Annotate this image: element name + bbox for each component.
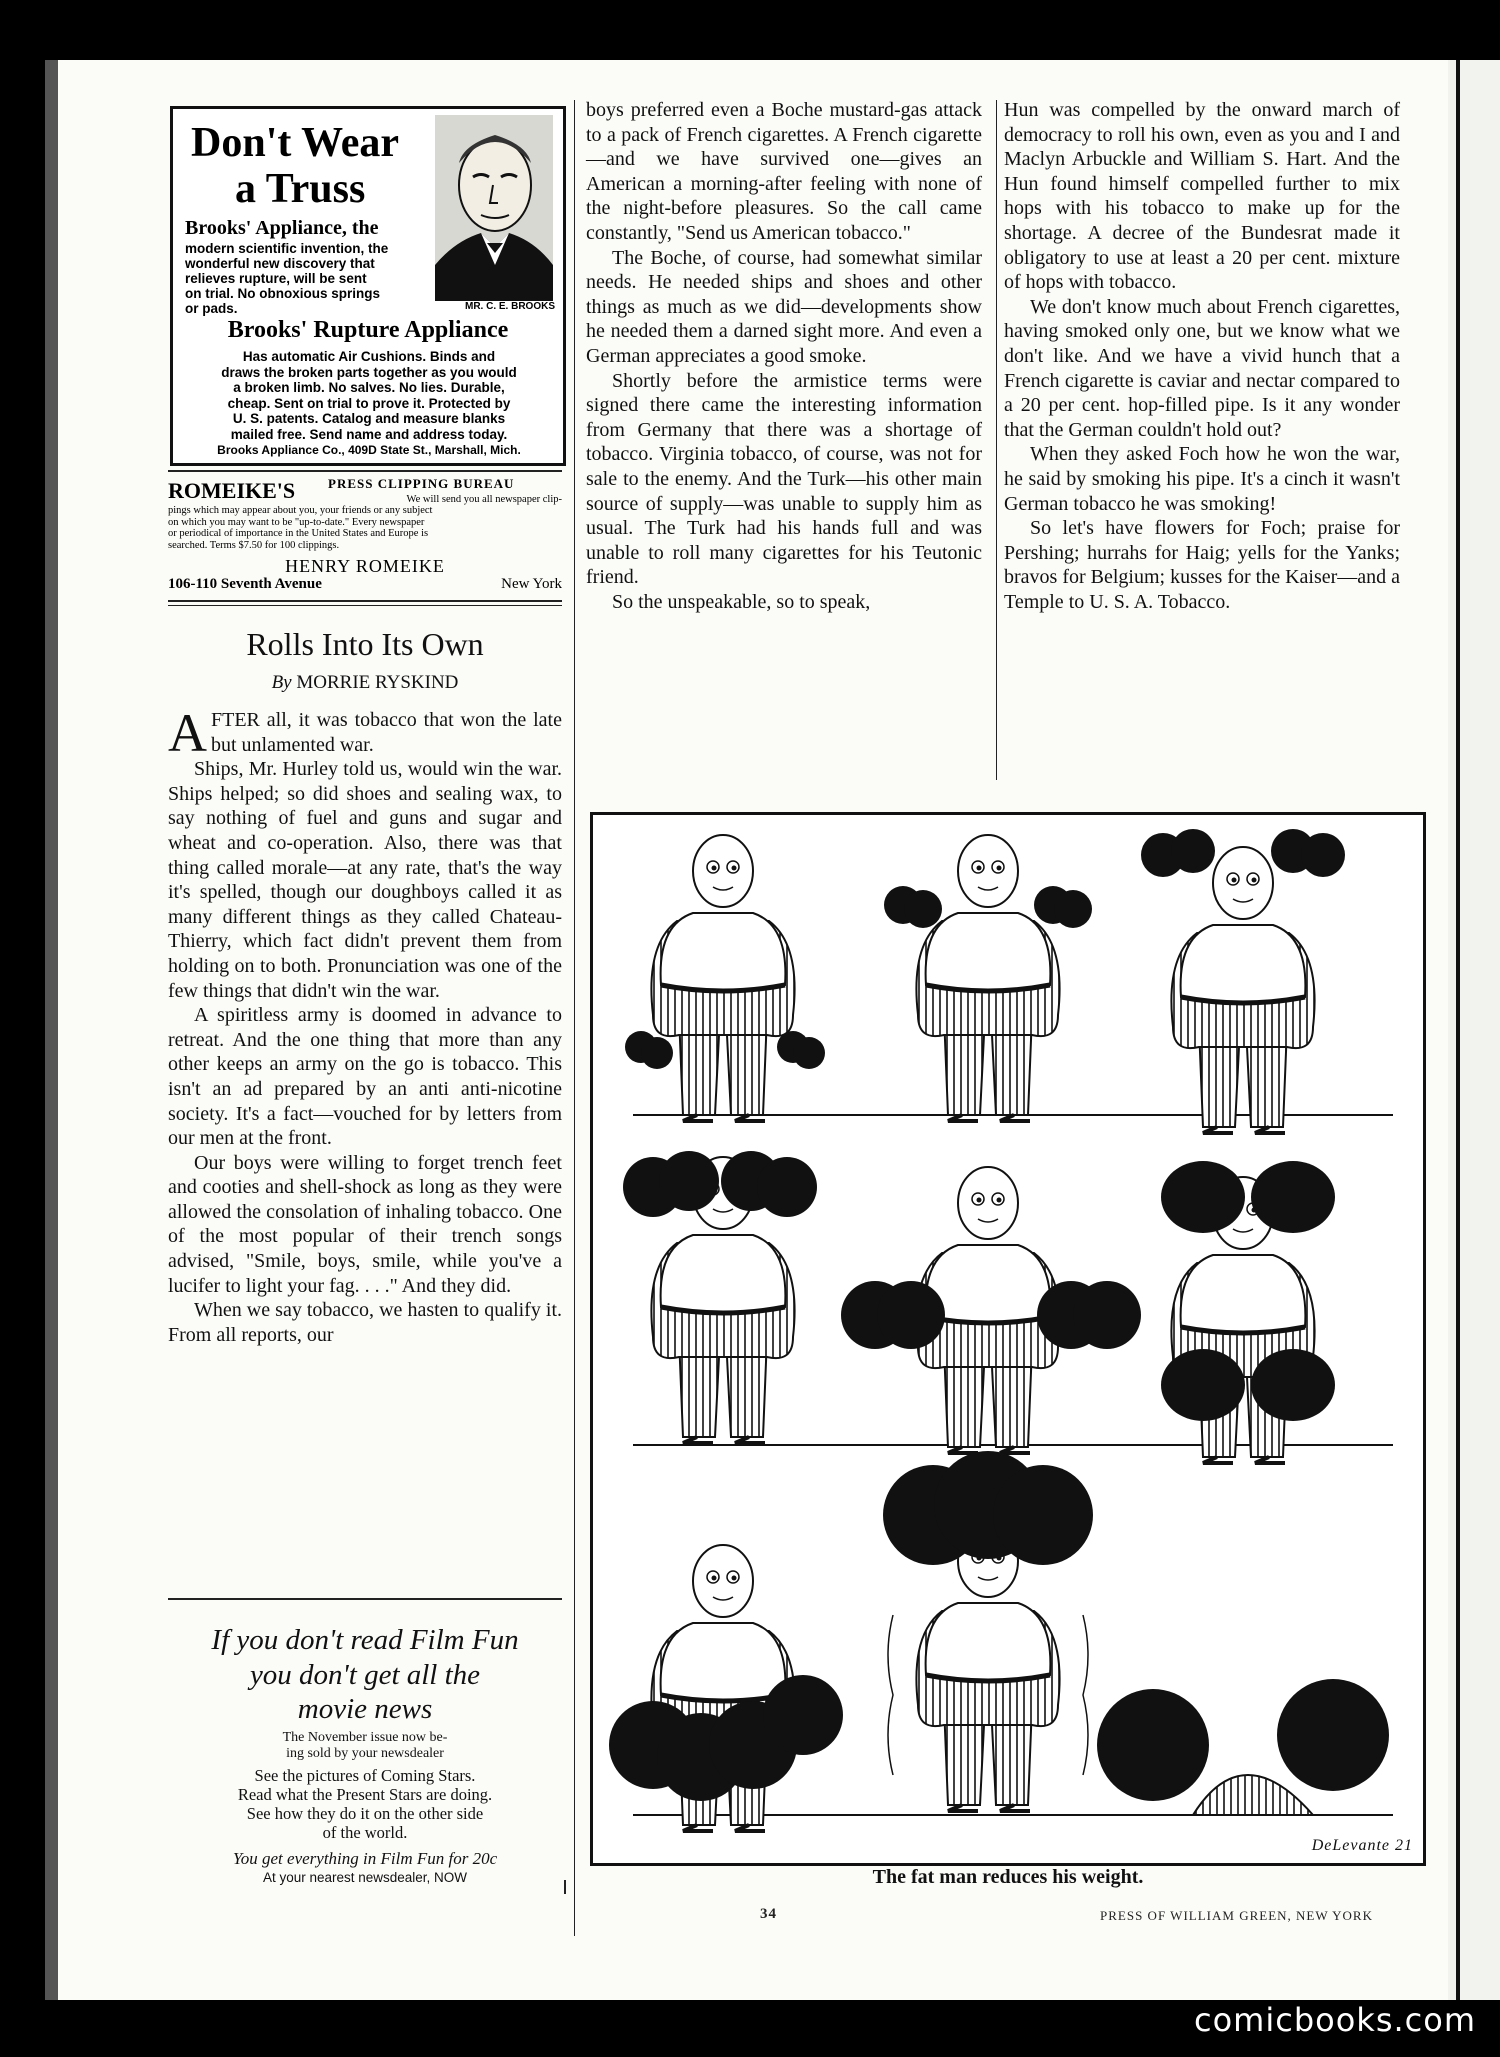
paragraph: A spiritless army is doomed in advance to retreat. And the one thing that more than any other keeps an army on the go is tobacco. This isn't an ad prepared by an anti anti-nicotine society. It's a fact—vouched for by letters from our men at the front. bbox=[168, 1004, 562, 1150]
drop-cap: A bbox=[168, 703, 207, 763]
divider bbox=[168, 600, 562, 602]
press-credit: PRESS OF WILLIAM GREEN, NEW YORK bbox=[1100, 1908, 1373, 1923]
cartoon-caption: The fat man reduces his weight. bbox=[872, 1866, 1144, 1888]
filmfun-issue-2: ing sold by your newsdealer bbox=[286, 1746, 444, 1761]
list-line: See the pictures of Coming Stars. bbox=[254, 1766, 476, 1785]
truss-address: Brooks Appliance Co., 409D State St., Marshall, Mich. bbox=[217, 443, 521, 457]
filmfun-cta-2: At your nearest newsdealer, NOW bbox=[262, 1870, 468, 1885]
truss-intro-bold: Brooks' Appliance, the bbox=[185, 217, 379, 239]
list-line: of the world. bbox=[322, 1823, 408, 1842]
paragraph bbox=[168, 703, 562, 763]
intro-line: or pads. bbox=[185, 301, 238, 316]
intro-line: on trial. No obnoxious springs bbox=[185, 286, 381, 301]
truss-advertisement bbox=[170, 106, 566, 466]
portrait-of-mr-brooks bbox=[435, 115, 553, 301]
body-line: cheap. Sent on trial to prove it. Protected by bbox=[227, 395, 511, 411]
paragraph: When we say tobacco, we hasten to qualify it. From all reports, our bbox=[168, 1299, 562, 1346]
ad-edge bbox=[564, 1880, 566, 1894]
divider bbox=[168, 605, 562, 606]
list-line: See how they do it on the other side bbox=[246, 1804, 484, 1823]
column-rule bbox=[996, 100, 997, 780]
romeike-body bbox=[168, 494, 562, 551]
paragraph-text: FTER all, it was tobacco that won the late but unlamented war. bbox=[211, 709, 562, 756]
site-watermark: comicbooks.com bbox=[1193, 2001, 1476, 2039]
divider bbox=[168, 470, 562, 472]
page-number: 34 bbox=[760, 1906, 777, 1922]
cartoon-signature: DeLevante 21 bbox=[1311, 1837, 1413, 1854]
article-title: Rolls Into Its Own bbox=[246, 626, 484, 662]
film-fun-advertisement bbox=[160, 1608, 570, 1888]
divider bbox=[168, 1598, 562, 1600]
article-column-2 bbox=[586, 98, 982, 614]
paragraph: We don't know much about French cigarettes, having smoked only one, but we know what we don't like. And we have a vivid hunch that a French cigarette is caviar and nectar compared to a 20 per cent. hop-filled pipe. Is it any wonder that the German couldn't hold out? bbox=[1004, 295, 1400, 441]
cartoon-fat-man bbox=[590, 812, 1426, 1866]
paragraph: Shortly before the armistice terms were signed there came the interesting information from Germany that there was a shortage of tobacco. Virginia tobacco, of course, was not for sale to the enemy. And the Turk—his other main source of supply—was unable to supply him as usual. The Turk had his hands full and was unable to roll many cigarettes for his Teutonic friend. bbox=[586, 369, 982, 589]
filmfun-cta-1: You get everything in Film Fun for 20c bbox=[232, 1849, 498, 1868]
truss-headline-2: a Truss bbox=[235, 166, 366, 212]
article-column-1 bbox=[168, 703, 562, 1347]
body-line: on which you may want to be "up-to-date." Every newspaper bbox=[168, 516, 425, 528]
intro-line: relieves rupture, will be sent bbox=[185, 271, 367, 286]
column-rule bbox=[574, 100, 575, 1936]
filmfun-list bbox=[160, 1766, 570, 1842]
body-line: Has automatic Air Cushions. Binds and bbox=[242, 349, 496, 364]
romeike-street: 106-110 Seventh Avenue bbox=[168, 576, 322, 592]
body-line: We will send you all newspaper clip- bbox=[406, 494, 562, 505]
filmfun-line-2: you don't get all the bbox=[249, 1659, 481, 1691]
truss-intro-lines bbox=[185, 241, 435, 316]
body-line: mailed free. Send name and address today. bbox=[230, 426, 508, 442]
intro-line: wonderful new discovery that bbox=[185, 256, 375, 271]
article-column-3 bbox=[1004, 98, 1400, 614]
body-line: U. S. patents. Catalog and measure blanks bbox=[232, 411, 506, 426]
paragraph: Ships, Mr. Hurley told us, would win the war. Ships helped; so did shoes and sealing wax, to say nothing of fuel and guns and sugar and wheat and co-operation. Also, there was that thing called morale—at any rate, that's the way it's spelled, though our doughboys called it as many different things as they called Chateau-Thierry, which fact didn't prevent them from holding on to both. Pronunciation was one of the few things that didn't win the war. bbox=[168, 758, 562, 1002]
filmfun-line-3: movie news bbox=[297, 1693, 433, 1725]
romeike-bureau: PRESS CLIPPING BUREAU bbox=[328, 476, 515, 491]
byline-author: MORRIE RYSKIND bbox=[296, 672, 459, 693]
romeike-name: ROMEIKE'S bbox=[168, 478, 296, 503]
portrait-caption: MR. C. E. BROOKS bbox=[464, 301, 555, 312]
byline bbox=[168, 672, 562, 694]
paragraph: Our boys were willing to forget trench feet and cooties and shell-shock as long as they were allowed the consolation of inhaling tobacco. One of the most popular of their trench songs advised, "Smile, boys, smile, while you've a lucifer to light your fag. . . ." And they did. bbox=[168, 1151, 562, 1297]
body-line: or periodical of importance in the United States and Europe is bbox=[168, 528, 429, 540]
paragraph: boys preferred even a Boche mustard-gas attack to a pack of French cigarettes. A French cigarette—and we have survived one—gives an American a morning-after feeling with none of the night-before pleasures. So the call came constantly, "Send us American tobacco." bbox=[586, 99, 982, 244]
cartoon-illustration bbox=[593, 815, 1423, 1863]
truss-product-name: Brooks' Rupture Appliance bbox=[227, 317, 509, 343]
truss-headline-1: Don't Wear bbox=[191, 120, 400, 166]
intro-line: modern scientific invention, the bbox=[185, 241, 389, 256]
filmfun-line-1: If you don't read Film Fun bbox=[211, 1624, 519, 1656]
paragraph: So the unspeakable, so to speak, bbox=[612, 590, 871, 613]
body-line: a broken limb. No salves. No lies. Durable, bbox=[233, 380, 505, 395]
list-line: Read what the Present Stars are doing. bbox=[237, 1785, 493, 1804]
romeike-person: HENRY ROMEIKE bbox=[285, 556, 445, 576]
truss-body-lines bbox=[185, 349, 553, 442]
paragraph: Hun was compelled by the onward march of democracy to roll his own, even as you and I and Maclyn Arbuckle and William S. Hart. And the Hun found himself compelled further to mix hops with his tobacco to make up for the shortage. A decree of the Bundesrat made it obligatory to use at least a 20 per cent. mixture of hops with tobacco. bbox=[1004, 99, 1400, 294]
romeike-city: New York bbox=[501, 576, 562, 592]
body-line: searched. Terms $7.50 for 100 clippings. bbox=[168, 539, 340, 551]
body-line: draws the broken parts together as you would bbox=[221, 364, 517, 380]
paragraph: So let's have flowers for Foch; praise for Pershing; hurrahs for Haig; yells for the Yanks; bravos for Belgium; kusses for the Kaiser—and a Temple to U. S. A. Tobacco. bbox=[1004, 517, 1401, 613]
body-line: pings which may appear about you, your friends or any subject bbox=[168, 505, 433, 517]
facing-page-edge bbox=[1448, 60, 1500, 2000]
romeike-advertisement bbox=[168, 474, 562, 600]
filmfun-issue-1: The November issue now be- bbox=[282, 1730, 448, 1745]
paragraph: When they asked Foch how he won the war, he said by smoking his pipe. It's a cinch it wasn't German tobacco he was smoking! bbox=[1004, 443, 1400, 515]
binding-gutter bbox=[45, 60, 58, 2000]
byline-prefix: By bbox=[271, 672, 292, 693]
paragraph: The Boche, of course, had somewhat similar needs. He needed ships and shoes and other things as much as we did—developments show he needed them a darned sight more. And even a German appreciates a good smoke. bbox=[586, 246, 982, 367]
